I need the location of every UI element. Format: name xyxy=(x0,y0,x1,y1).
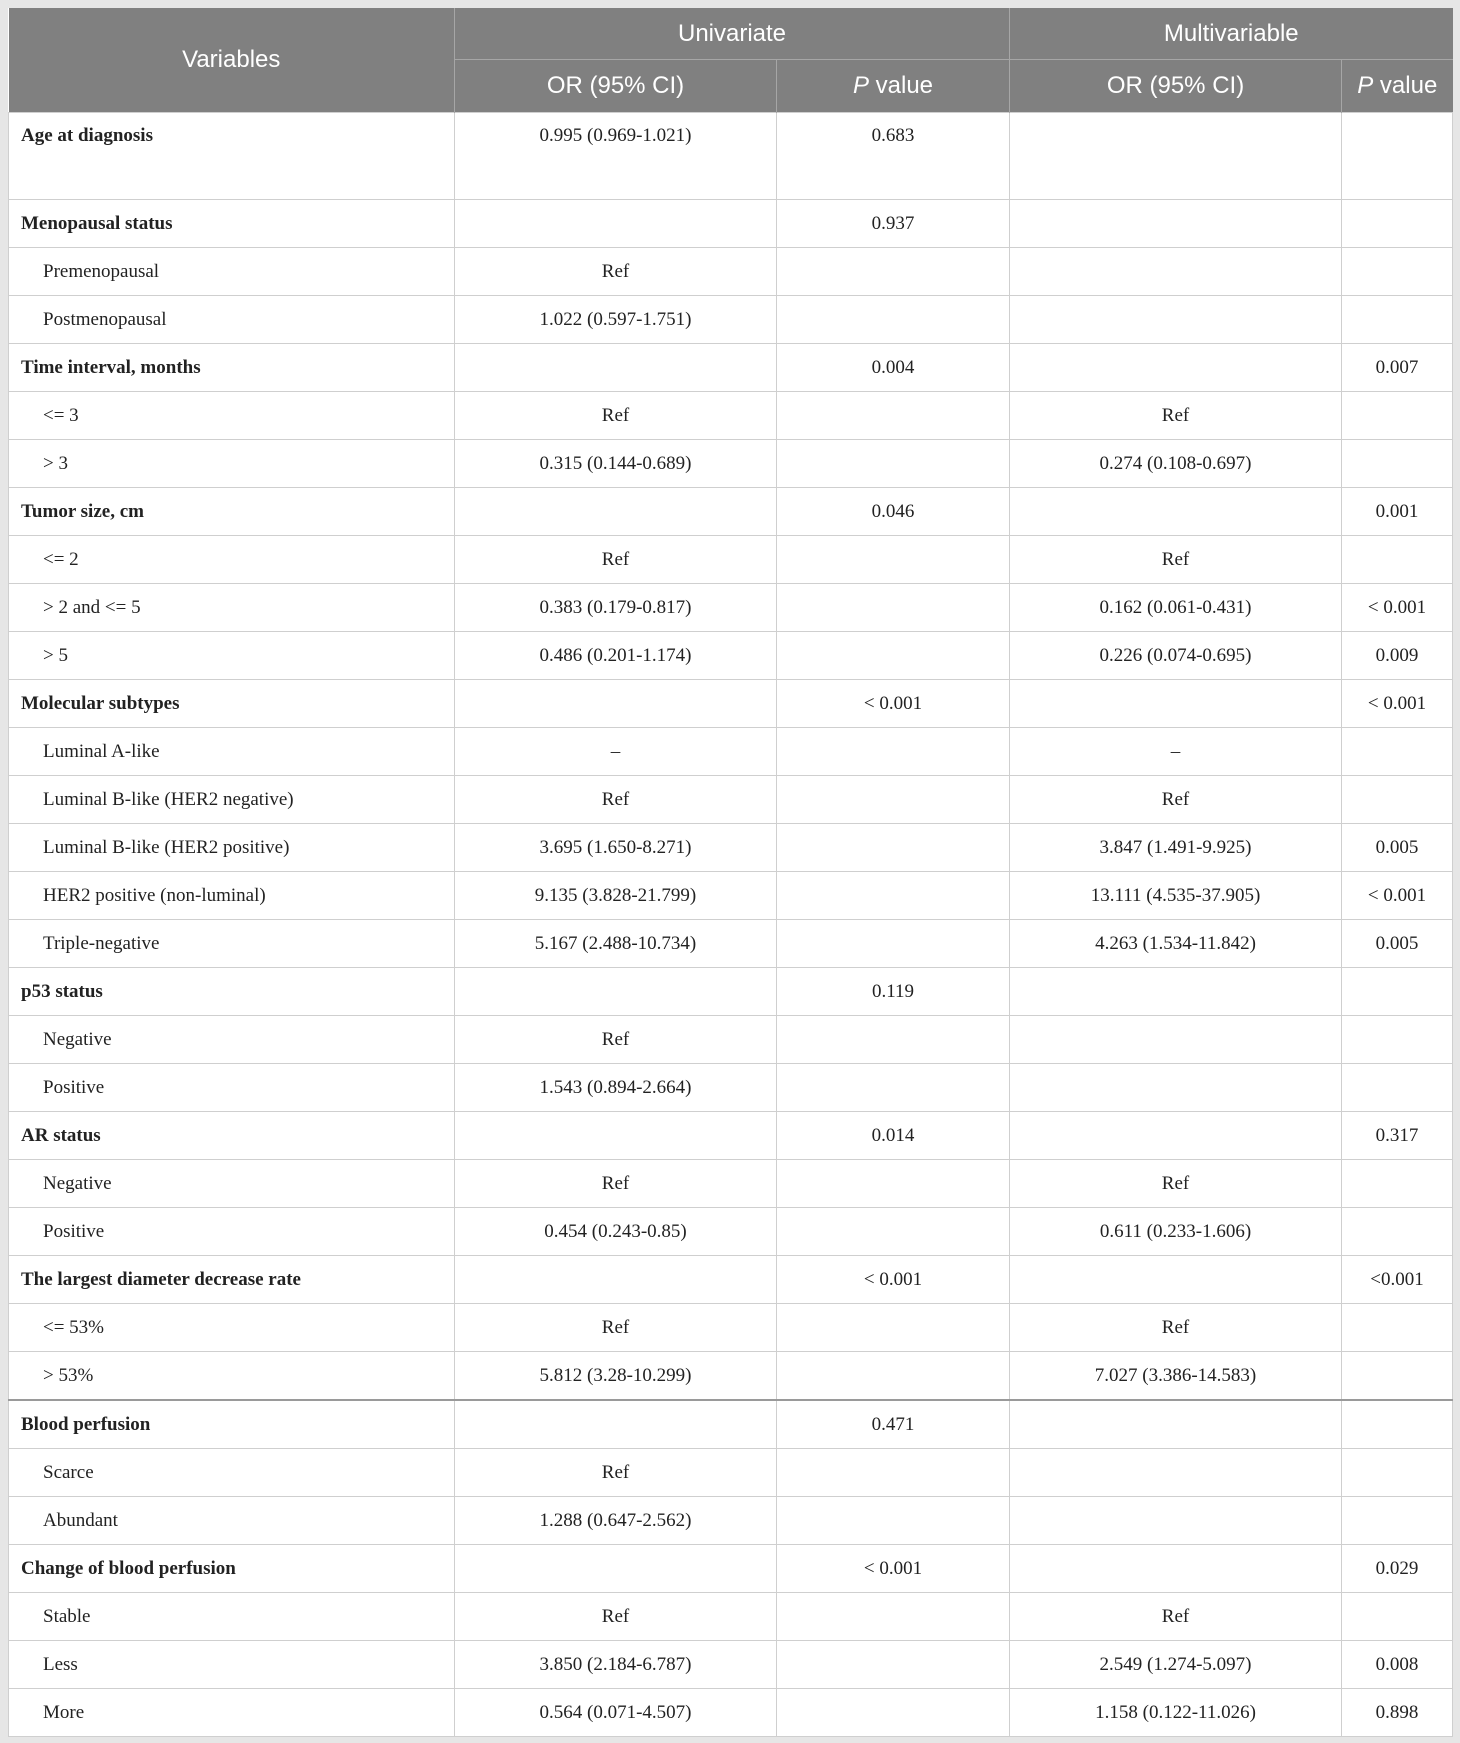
multivariable-p-cell xyxy=(1342,392,1453,440)
variable-cell: Negative xyxy=(9,1016,455,1064)
table-row xyxy=(9,1064,1453,1112)
univariate-p-cell: 0.119 xyxy=(777,968,1010,1016)
univariate-or-cell: Ref xyxy=(455,248,777,296)
univariate-p-cell xyxy=(777,824,1010,872)
univariate-or-cell: Ref xyxy=(455,1304,777,1352)
multivariable-or-cell xyxy=(1010,968,1342,1016)
table-row xyxy=(9,392,1453,440)
multivariable-p-cell: 0.001 xyxy=(1342,488,1453,536)
multivariable-or-cell xyxy=(1010,1400,1342,1449)
multivariable-or-cell xyxy=(1010,680,1342,728)
variable-cell: > 3 xyxy=(9,440,455,488)
multivariable-p-cell: 0.029 xyxy=(1342,1545,1453,1593)
variable-cell: Postmenopausal xyxy=(9,296,455,344)
table-row xyxy=(9,1256,1453,1304)
univariate-or-cell: Ref xyxy=(455,536,777,584)
multivariable-p-cell: 0.898 xyxy=(1342,1689,1453,1737)
multivariable-or-cell: Ref xyxy=(1010,536,1342,584)
multivariable-p-cell: 0.005 xyxy=(1342,920,1453,968)
table-row xyxy=(9,1208,1453,1256)
multivariable-or-cell: 7.027 (3.386-14.583) xyxy=(1010,1352,1342,1401)
table-row xyxy=(9,1641,1453,1689)
variable-cell: Positive xyxy=(9,1208,455,1256)
multivariable-or-cell xyxy=(1010,1497,1342,1545)
univariate-or-cell: Ref xyxy=(455,1593,777,1641)
univariate-p-cell xyxy=(777,776,1010,824)
univariate-or-cell: 5.167 (2.488-10.734) xyxy=(455,920,777,968)
variable-cell: <= 53% xyxy=(9,1304,455,1352)
table-row xyxy=(9,1352,1453,1401)
variable-cell: Tumor size, cm xyxy=(9,488,455,536)
univariate-or-cell xyxy=(455,1256,777,1304)
multivariable-or-cell: 0.226 (0.074-0.695) xyxy=(1010,632,1342,680)
multivariable-or-cell: Ref xyxy=(1010,1160,1342,1208)
header-multivariable: Multivariable xyxy=(1010,8,1453,60)
multivariable-p-cell: < 0.001 xyxy=(1342,872,1453,920)
multivariable-or-cell: 13.111 (4.535-37.905) xyxy=(1010,872,1342,920)
variable-cell: <= 3 xyxy=(9,392,455,440)
variable-cell: > 5 xyxy=(9,632,455,680)
univariate-p-cell: 0.471 xyxy=(777,1400,1010,1449)
multivariable-or-cell xyxy=(1010,1016,1342,1064)
multivariable-p-cell xyxy=(1342,1160,1453,1208)
multivariable-or-cell: 4.263 (1.534-11.842) xyxy=(1010,920,1342,968)
table-row xyxy=(9,1497,1453,1545)
variable-cell: <= 2 xyxy=(9,536,455,584)
table-row xyxy=(9,1304,1453,1352)
multivariable-or-cell: 3.847 (1.491-9.925) xyxy=(1010,824,1342,872)
variable-cell: Time interval, months xyxy=(9,344,455,392)
univariate-or-cell: 9.135 (3.828-21.799) xyxy=(455,872,777,920)
variable-cell: Luminal A-like xyxy=(9,728,455,776)
univariate-p-cell xyxy=(777,440,1010,488)
variable-cell: More xyxy=(9,1689,455,1737)
multivariable-or-cell xyxy=(1010,1449,1342,1497)
variable-cell: Premenopausal xyxy=(9,248,455,296)
univariate-or-cell: – xyxy=(455,728,777,776)
univariate-or-cell: 1.022 (0.597-1.751) xyxy=(455,296,777,344)
univariate-or-cell: 0.564 (0.071-4.507) xyxy=(455,1689,777,1737)
multivariable-or-cell xyxy=(1010,1545,1342,1593)
table-row xyxy=(9,920,1453,968)
multivariable-p-cell: 0.317 xyxy=(1342,1112,1453,1160)
multivariable-p-cell: 0.007 xyxy=(1342,344,1453,392)
multivariable-p-cell xyxy=(1342,1593,1453,1641)
univariate-p-cell: 0.937 xyxy=(777,200,1010,248)
univariate-p-cell: < 0.001 xyxy=(777,1545,1010,1593)
variable-cell: Change of blood perfusion xyxy=(9,1545,455,1593)
multivariable-or-cell xyxy=(1010,200,1342,248)
univariate-p-cell xyxy=(777,728,1010,776)
univariate-or-cell xyxy=(455,344,777,392)
multivariable-or-cell xyxy=(1010,488,1342,536)
univariate-or-cell: Ref xyxy=(455,1160,777,1208)
table-row xyxy=(9,728,1453,776)
multivariable-or-cell: Ref xyxy=(1010,776,1342,824)
header-univariate-or: OR (95% CI) xyxy=(455,60,777,113)
univariate-p-cell xyxy=(777,536,1010,584)
table-header xyxy=(9,8,1453,113)
multivariable-p-cell xyxy=(1342,200,1453,248)
table-row xyxy=(9,1689,1453,1737)
table-row xyxy=(9,488,1453,536)
table-row xyxy=(9,824,1453,872)
multivariable-p-cell xyxy=(1342,536,1453,584)
univariate-or-cell: 0.315 (0.144-0.689) xyxy=(455,440,777,488)
multivariable-p-cell: <0.001 xyxy=(1342,1256,1453,1304)
univariate-or-cell: 3.850 (2.184-6.787) xyxy=(455,1641,777,1689)
univariate-p-cell xyxy=(777,392,1010,440)
multivariable-p-cell xyxy=(1342,968,1453,1016)
univariate-p-cell xyxy=(777,1064,1010,1112)
header-variables: Variables xyxy=(9,8,455,113)
variable-cell: Blood perfusion xyxy=(9,1400,455,1449)
multivariable-p-cell: < 0.001 xyxy=(1342,680,1453,728)
variable-cell: Luminal B-like (HER2 positive) xyxy=(9,824,455,872)
table-row xyxy=(9,776,1453,824)
univariate-or-cell xyxy=(455,200,777,248)
table-row xyxy=(9,344,1453,392)
multivariable-or-cell: 0.611 (0.233-1.606) xyxy=(1010,1208,1342,1256)
multivariable-or-cell xyxy=(1010,113,1342,200)
table-row xyxy=(9,1449,1453,1497)
table-row xyxy=(9,248,1453,296)
multivariable-p-cell: 0.009 xyxy=(1342,632,1453,680)
variable-cell: Scarce xyxy=(9,1449,455,1497)
univariate-p-cell xyxy=(777,632,1010,680)
p-value-label: value xyxy=(868,72,934,99)
variable-cell: Luminal B-like (HER2 negative) xyxy=(9,776,455,824)
variable-cell: HER2 positive (non-luminal) xyxy=(9,872,455,920)
univariate-or-cell: Ref xyxy=(455,1016,777,1064)
variable-cell: AR status xyxy=(9,1112,455,1160)
multivariable-p-cell xyxy=(1342,296,1453,344)
multivariable-p-cell: 0.008 xyxy=(1342,1641,1453,1689)
univariate-p-cell: 0.014 xyxy=(777,1112,1010,1160)
univariate-p-cell xyxy=(777,1016,1010,1064)
multivariable-p-cell xyxy=(1342,728,1453,776)
univariate-p-cell xyxy=(777,1160,1010,1208)
multivariable-or-cell: 1.158 (0.122-11.026) xyxy=(1010,1689,1342,1737)
multivariable-p-cell xyxy=(1342,1497,1453,1545)
table-row xyxy=(9,1112,1453,1160)
multivariable-p-cell xyxy=(1342,1400,1453,1449)
header-multivariable-p xyxy=(1342,60,1453,113)
variable-cell: Stable xyxy=(9,1593,455,1641)
table-row xyxy=(9,1593,1453,1641)
univariate-or-cell xyxy=(455,680,777,728)
multivariable-p-cell xyxy=(1342,1352,1453,1401)
multivariable-or-cell: Ref xyxy=(1010,392,1342,440)
header-univariate-p xyxy=(777,60,1010,113)
multivariable-p-cell xyxy=(1342,1208,1453,1256)
table-row xyxy=(9,584,1453,632)
univariate-p-cell: 0.683 xyxy=(777,113,1010,200)
multivariable-or-cell: 2.549 (1.274-5.097) xyxy=(1010,1641,1342,1689)
univariate-p-cell: 0.046 xyxy=(777,488,1010,536)
multivariable-p-cell xyxy=(1342,776,1453,824)
multivariable-p-cell xyxy=(1342,440,1453,488)
table-row xyxy=(9,113,1453,200)
univariate-p-cell xyxy=(777,1641,1010,1689)
table-container xyxy=(8,8,1452,1737)
table-row xyxy=(9,296,1453,344)
table-row xyxy=(9,536,1453,584)
univariate-p-cell xyxy=(777,920,1010,968)
variable-cell: Less xyxy=(9,1641,455,1689)
variable-cell: The largest diameter decrease rate xyxy=(9,1256,455,1304)
univariate-or-cell: 5.812 (3.28-10.299) xyxy=(455,1352,777,1401)
table-row xyxy=(9,968,1453,1016)
univariate-or-cell: Ref xyxy=(455,776,777,824)
table-body xyxy=(9,113,1453,1737)
multivariable-or-cell xyxy=(1010,296,1342,344)
multivariable-or-cell xyxy=(1010,1064,1342,1112)
table-row xyxy=(9,1400,1453,1449)
univariate-or-cell: 0.995 (0.969-1.021) xyxy=(455,113,777,200)
multivariable-p-cell xyxy=(1342,248,1453,296)
univariate-or-cell xyxy=(455,1112,777,1160)
multivariable-or-cell xyxy=(1010,1256,1342,1304)
table-row xyxy=(9,1160,1453,1208)
multivariable-p-cell xyxy=(1342,1449,1453,1497)
variable-cell: Triple-negative xyxy=(9,920,455,968)
header-multivariable-or: OR (95% CI) xyxy=(1010,60,1342,113)
univariate-p-cell: < 0.001 xyxy=(777,1256,1010,1304)
univariate-or-cell xyxy=(455,968,777,1016)
variable-cell: p53 status xyxy=(9,968,455,1016)
variable-cell: Menopausal status xyxy=(9,200,455,248)
univariate-p-cell: < 0.001 xyxy=(777,680,1010,728)
table-row xyxy=(9,632,1453,680)
univariate-or-cell: 0.486 (0.201-1.174) xyxy=(455,632,777,680)
multivariable-or-cell xyxy=(1010,344,1342,392)
multivariable-p-cell: < 0.001 xyxy=(1342,584,1453,632)
multivariable-or-cell xyxy=(1010,1112,1342,1160)
variable-cell: Molecular subtypes xyxy=(9,680,455,728)
univariate-p-cell xyxy=(777,584,1010,632)
p-symbol: P xyxy=(1357,72,1374,99)
univariate-p-cell xyxy=(777,248,1010,296)
table-row xyxy=(9,1545,1453,1593)
table-row xyxy=(9,872,1453,920)
multivariable-or-cell: 0.162 (0.061-0.431) xyxy=(1010,584,1342,632)
multivariable-or-cell: Ref xyxy=(1010,1304,1342,1352)
univariate-p-cell xyxy=(777,1449,1010,1497)
univariate-or-cell: 1.288 (0.647-2.562) xyxy=(455,1497,777,1545)
univariate-p-cell xyxy=(777,1497,1010,1545)
univariate-p-cell xyxy=(777,1593,1010,1641)
table-row xyxy=(9,680,1453,728)
multivariable-or-cell: Ref xyxy=(1010,1593,1342,1641)
multivariable-p-cell xyxy=(1342,1064,1453,1112)
univariate-p-cell xyxy=(777,1304,1010,1352)
header-univariate: Univariate xyxy=(455,8,1010,60)
univariate-or-cell xyxy=(455,1400,777,1449)
univariate-p-cell xyxy=(777,296,1010,344)
multivariable-or-cell xyxy=(1010,248,1342,296)
variable-cell: > 53% xyxy=(9,1352,455,1401)
multivariable-p-cell: 0.005 xyxy=(1342,824,1453,872)
univariate-or-cell: Ref xyxy=(455,1449,777,1497)
multivariable-p-cell xyxy=(1342,113,1453,200)
table-row xyxy=(9,200,1453,248)
regression-table xyxy=(8,8,1453,1737)
variable-cell: Positive xyxy=(9,1064,455,1112)
table-row xyxy=(9,1016,1453,1064)
p-value-label: value xyxy=(1373,72,1438,99)
multivariable-or-cell: 0.274 (0.108-0.697) xyxy=(1010,440,1342,488)
univariate-p-cell xyxy=(777,872,1010,920)
multivariable-p-cell xyxy=(1342,1304,1453,1352)
univariate-or-cell xyxy=(455,1545,777,1593)
table-row xyxy=(9,440,1453,488)
univariate-p-cell xyxy=(777,1208,1010,1256)
univariate-or-cell: 1.543 (0.894-2.664) xyxy=(455,1064,777,1112)
univariate-or-cell xyxy=(455,488,777,536)
univariate-p-cell: 0.004 xyxy=(777,344,1010,392)
multivariable-p-cell xyxy=(1342,1016,1453,1064)
p-symbol: P xyxy=(852,72,869,99)
variable-cell: Age at diagnosis xyxy=(9,113,455,200)
univariate-p-cell xyxy=(777,1352,1010,1401)
univariate-or-cell: 0.454 (0.243-0.85) xyxy=(455,1208,777,1256)
variable-cell: Negative xyxy=(9,1160,455,1208)
univariate-p-cell xyxy=(777,1689,1010,1737)
multivariable-or-cell: – xyxy=(1010,728,1342,776)
univariate-or-cell: 3.695 (1.650-8.271) xyxy=(455,824,777,872)
variable-cell: > 2 and <= 5 xyxy=(9,584,455,632)
variable-cell: Abundant xyxy=(9,1497,455,1545)
univariate-or-cell: 0.383 (0.179-0.817) xyxy=(455,584,777,632)
univariate-or-cell: Ref xyxy=(455,392,777,440)
